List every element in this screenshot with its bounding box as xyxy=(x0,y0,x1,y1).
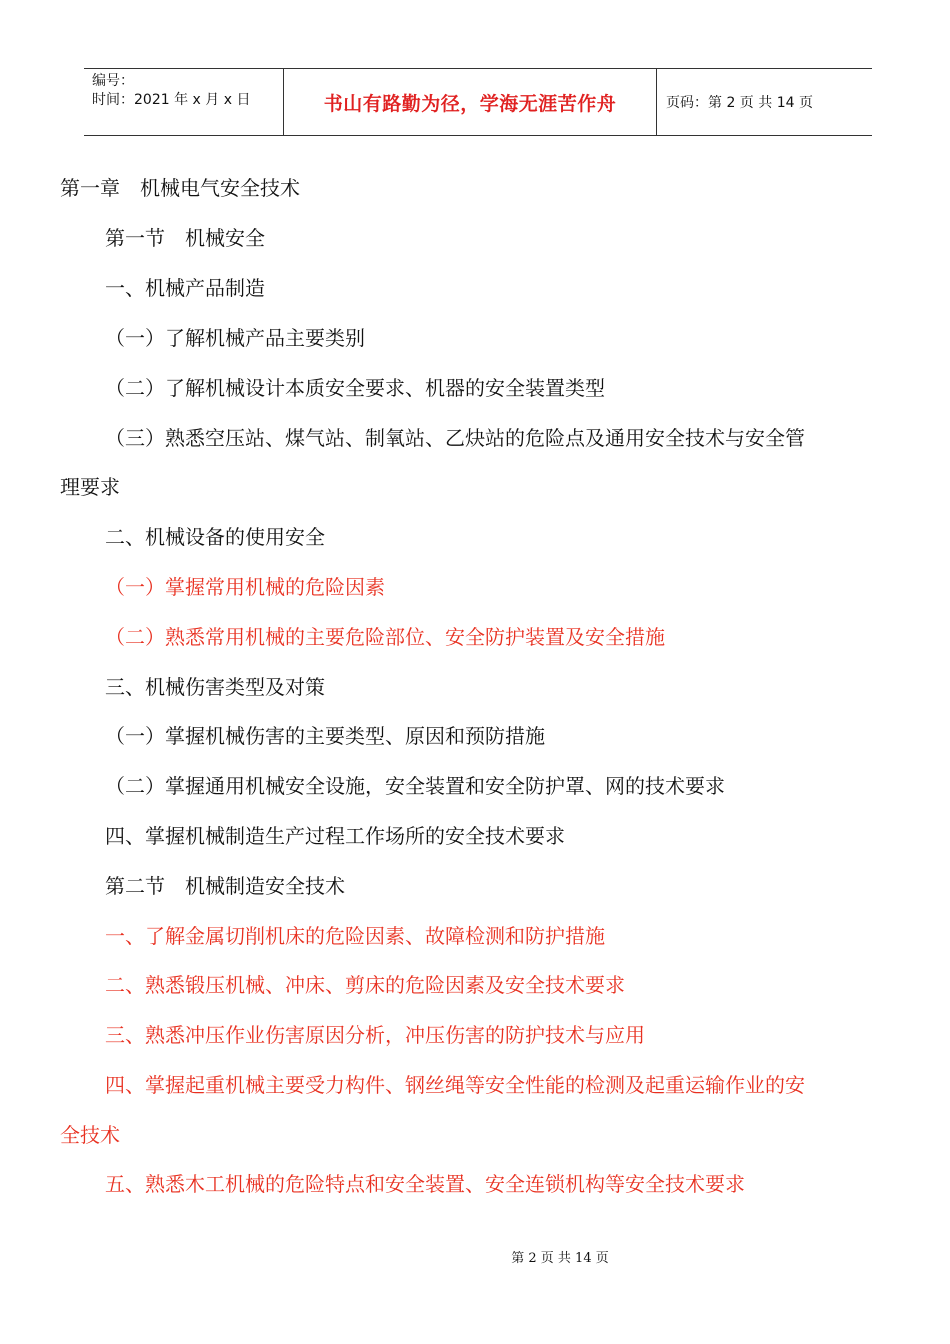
section-title: 第二节 机械制造安全技术 xyxy=(105,874,345,898)
heading-item-highlighted: 三、熟悉冲压作业伤害原因分析，冲压伤害的防护技术与应用 xyxy=(105,1023,645,1047)
heading-item-highlighted: 二、熟悉锻压机械、冲床、剪床的危险因素及安全技术要求 xyxy=(105,973,625,997)
heading-item: 一、机械产品制造 xyxy=(105,276,265,300)
section-title: 第一节 机械安全 xyxy=(105,226,265,250)
heading-item: 三、机械伤害类型及对策 xyxy=(105,675,325,699)
heading-item-highlighted: 一、了解金属切削机床的危险因素、故障检测和防护措施 xyxy=(105,924,605,948)
sub-item: （一）了解机械产品主要类别 xyxy=(105,326,365,350)
sub-item: （三）熟悉空压站、煤气站、制氧站、乙炔站的危险点及通用安全技术与安全管 xyxy=(105,426,805,450)
heading-item: 二、机械设备的使用安全 xyxy=(105,525,325,549)
heading-item-highlighted: 五、熟悉木工机械的危险特点和安全装置、安全连锁机构等安全技术要求 xyxy=(105,1172,745,1196)
sub-item-highlighted: （二）熟悉常用机械的主要危险部位、安全防护装置及安全措施 xyxy=(105,625,665,649)
header-page-info: 页码：第 2 页 共 14 页 xyxy=(666,95,813,111)
header-code-label: 编号： xyxy=(92,73,134,89)
sub-item: （一）掌握机械伤害的主要类型、原因和预防措施 xyxy=(105,724,545,748)
sub-item: （二）掌握通用机械安全设施，安全装置和安全防护罩、网的技术要求 xyxy=(105,774,725,798)
sub-item-highlighted: （一）掌握常用机械的危险因素 xyxy=(105,575,385,599)
heading-item-continued: 全技术 xyxy=(60,1123,120,1147)
heading-item-highlighted: 四、掌握起重机械主要受力构件、钢丝绳等安全性能的检测及起重运输作业的安 xyxy=(105,1073,805,1097)
sub-item-continued: 理要求 xyxy=(60,475,120,499)
header-motto: 书山有路勤为径，学海无涯苦作舟 xyxy=(284,69,657,135)
heading-item: 四、掌握机械制造生产过程工作场所的安全技术要求 xyxy=(105,824,565,848)
page-header xyxy=(84,68,872,136)
chapter-title: 第一章 机械电气安全技术 xyxy=(60,176,300,200)
header-time: 时间：2021 年 x 月 x 日 xyxy=(92,92,251,108)
page-footer: 第 2 页 共 14 页 xyxy=(511,1251,609,1266)
sub-item: （二）了解机械设计本质安全要求、机器的安全装置类型 xyxy=(105,376,605,400)
header-meta xyxy=(84,69,284,135)
